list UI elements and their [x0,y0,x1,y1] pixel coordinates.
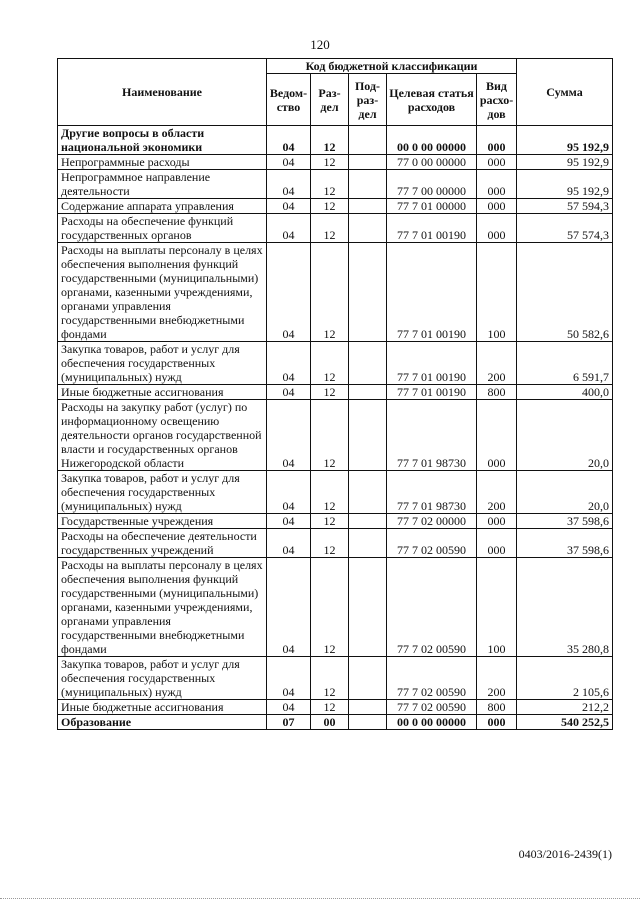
page-bottom-divider [0,898,640,899]
table-row [58,715,613,730]
cell-sum: 20,0 [517,400,613,471]
cell-vid: 200 [477,342,517,385]
cell-ved: 07 [267,715,311,730]
cell-razd: 12 [311,700,349,715]
page-number: 120 [310,37,330,52]
table-row [58,243,613,342]
cell-podrazdel [349,400,387,471]
cell-razd: 12 [311,126,349,155]
cell-ved: 04 [267,243,311,342]
header-sum: Сумма [517,59,613,126]
header-razdel: Раз-дел [311,74,349,126]
table-row [58,342,613,385]
cell-podrazdel [349,514,387,529]
cell-podrazdel [349,558,387,657]
header-expense-type: Вид расхо-дов [477,74,517,126]
cell-podrazdel [349,700,387,715]
cell-razd: 12 [311,514,349,529]
cell-sum: 57 594,3 [517,199,613,214]
cell-name: Образование [58,715,267,730]
cell-vid: 100 [477,558,517,657]
cell-sum: 95 192,9 [517,170,613,199]
cell-podrazdel [349,657,387,700]
table-row [58,558,613,657]
cell-vid: 800 [477,385,517,400]
cell-razd: 12 [311,243,349,342]
cell-cs: 77 7 01 98730 [387,471,477,514]
cell-podrazdel [349,155,387,170]
cell-podrazdel [349,243,387,342]
cell-vid: 000 [477,529,517,558]
cell-razd: 12 [311,214,349,243]
cell-ved: 04 [267,657,311,700]
cell-razd: 12 [311,471,349,514]
cell-cs: 77 7 02 00590 [387,657,477,700]
cell-razd: 12 [311,657,349,700]
cell-razd: 12 [311,558,349,657]
cell-cs: 77 7 00 00000 [387,170,477,199]
cell-name: Расходы на обеспечение функций государственных органов [58,214,267,243]
cell-vid: 200 [477,657,517,700]
table-row [58,170,613,199]
cell-ved: 04 [267,170,311,199]
table-body [58,126,613,730]
cell-vid: 000 [477,170,517,199]
cell-cs: 77 7 01 00190 [387,342,477,385]
cell-cs: 77 7 01 00190 [387,385,477,400]
cell-name: Расходы на обеспечение деятельности государственных учреждений [58,529,267,558]
cell-name: Расходы на выплаты персоналу в целях обеспечения выполнения функций государственными (муниципальными) органами, казенными учреждениями, органами управления государственными внебюджетными фондами [58,558,267,657]
cell-sum: 20,0 [517,471,613,514]
cell-cs: 77 7 02 00590 [387,700,477,715]
cell-vid: 000 [477,155,517,170]
cell-name: Закупка товаров, работ и услуг для обеспечения государственных (муниципальных) нужд [58,657,267,700]
cell-ved: 04 [267,400,311,471]
cell-cs: 77 7 02 00590 [387,558,477,657]
cell-vid: 200 [477,471,517,514]
cell-name: Расходы на выплаты персоналу в целях обеспечения выполнения функций государственными (муниципальными) органами, казенными учреждениями, органами управления государственными внебюджетными фондами [58,243,267,342]
cell-name: Непрограммные расходы [58,155,267,170]
cell-razd: 12 [311,199,349,214]
cell-cs: 77 0 00 00000 [387,155,477,170]
table-row [58,529,613,558]
cell-vid: 000 [477,715,517,730]
cell-vid: 000 [477,400,517,471]
cell-ved: 04 [267,529,311,558]
table-row [58,385,613,400]
cell-name: Закупка товаров, работ и услуг для обеспечения государственных (муниципальных) нужд [58,342,267,385]
cell-podrazdel [349,471,387,514]
cell-cs: 00 0 00 00000 [387,715,477,730]
header-target-article: Целевая статья расходов [387,74,477,126]
cell-sum: 57 574,3 [517,214,613,243]
cell-vid: 000 [477,126,517,155]
table-row [58,214,613,243]
cell-cs: 77 7 01 00000 [387,199,477,214]
cell-name: Иные бюджетные ассигнования [58,385,267,400]
cell-name: Расходы на закупку работ (услуг) по информационному освещению деятельности органов государственной власти и государственных органов Нижегородской области [58,400,267,471]
table-row [58,400,613,471]
cell-sum: 95 192,9 [517,155,613,170]
header-code-group: Код бюджетной классификации [267,59,517,74]
cell-ved: 04 [267,385,311,400]
cell-cs: 77 7 01 98730 [387,400,477,471]
cell-podrazdel [349,385,387,400]
cell-vid: 000 [477,199,517,214]
cell-sum: 212,2 [517,700,613,715]
table-row [58,471,613,514]
cell-podrazdel [349,342,387,385]
cell-ved: 04 [267,199,311,214]
cell-podrazdel [349,126,387,155]
cell-name: Закупка товаров, работ и услуг для обеспечения государственных (муниципальных) нужд [58,471,267,514]
table-row [58,514,613,529]
cell-podrazdel [349,214,387,243]
cell-vid: 000 [477,214,517,243]
cell-sum: 540 252,5 [517,715,613,730]
cell-vid: 000 [477,514,517,529]
cell-ved: 04 [267,342,311,385]
cell-podrazdel [349,199,387,214]
cell-ved: 04 [267,126,311,155]
cell-razd: 12 [311,155,349,170]
cell-ved: 04 [267,558,311,657]
cell-sum: 400,0 [517,385,613,400]
cell-razd: 12 [311,170,349,199]
cell-name: Непрограммное направление деятельности [58,170,267,199]
cell-sum: 37 598,6 [517,514,613,529]
cell-vid: 800 [477,700,517,715]
cell-sum: 95 192,9 [517,126,613,155]
cell-vid: 100 [477,243,517,342]
cell-podrazdel [349,715,387,730]
cell-name: Иные бюджетные ассигнования [58,700,267,715]
cell-name: Государственные учреждения [58,514,267,529]
cell-cs: 77 7 02 00590 [387,529,477,558]
cell-podrazdel [349,170,387,199]
cell-sum: 2 105,6 [517,657,613,700]
cell-cs: 77 7 01 00190 [387,243,477,342]
cell-cs: 77 7 02 00000 [387,514,477,529]
cell-ved: 04 [267,471,311,514]
cell-cs: 00 0 00 00000 [387,126,477,155]
document-code: 0403/2016-2439(1) [518,847,612,861]
header-name: Наименование [58,59,267,126]
cell-sum: 35 280,8 [517,558,613,657]
cell-ved: 04 [267,700,311,715]
header-podrazdel: Под-раз-дел [349,74,387,126]
table-row [58,155,613,170]
table-row [58,700,613,715]
cell-ved: 04 [267,155,311,170]
cell-razd: 12 [311,529,349,558]
cell-name: Другие вопросы в области национальной экономики [58,126,267,155]
cell-sum: 50 582,6 [517,243,613,342]
cell-razd: 00 [311,715,349,730]
header-vedomstvo: Ведом-ство [267,74,311,126]
cell-sum: 6 591,7 [517,342,613,385]
cell-razd: 12 [311,400,349,471]
cell-ved: 04 [267,214,311,243]
cell-sum: 37 598,6 [517,529,613,558]
cell-podrazdel [349,529,387,558]
cell-razd: 12 [311,342,349,385]
cell-cs: 77 7 01 00190 [387,214,477,243]
table-row [58,126,613,155]
cell-ved: 04 [267,514,311,529]
cell-name: Содержание аппарата управления [58,199,267,214]
cell-razd: 12 [311,385,349,400]
table-row [58,199,613,214]
budget-table [57,58,613,730]
table-row [58,657,613,700]
